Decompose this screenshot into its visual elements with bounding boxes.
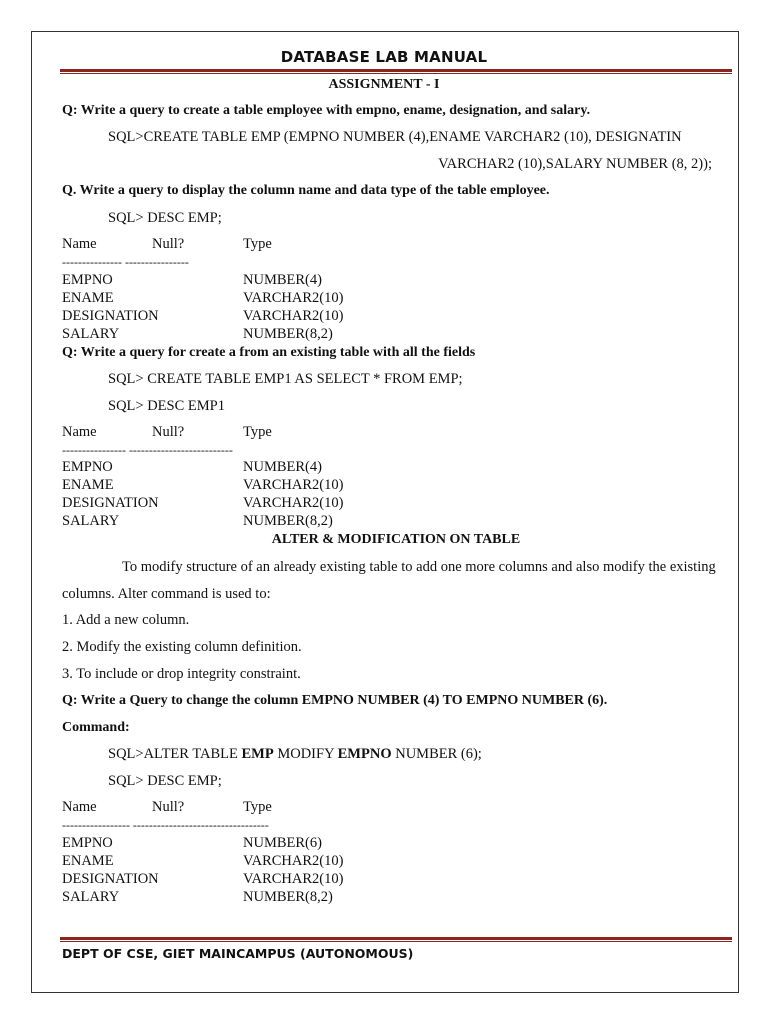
col-header-null: Null? — [152, 799, 185, 815]
table-row-name: EMPNO — [62, 835, 113, 851]
command-label: Command: — [62, 720, 130, 735]
table-divider: ---------------- -------------------------- — [62, 443, 233, 457]
col-header-name: Name — [62, 424, 97, 440]
sql-alter-part: MODIFY — [273, 746, 338, 762]
table-row-type: NUMBER(8,2) — [243, 889, 333, 905]
alter-paragraph-line-1: To modify structure of an already existing table to add one more columns and also modify the existing — [122, 559, 716, 575]
footer-rule — [60, 937, 732, 942]
sql-alter-part: NUMBER (6); — [391, 746, 482, 762]
list-item: 2. Modify the existing column definition. — [62, 639, 302, 655]
sql-create-line-2: VARCHAR2 (10),SALARY NUMBER (8, 2)); — [438, 156, 712, 172]
table-row-type: VARCHAR2(10) — [243, 853, 344, 869]
table-row-name: SALARY — [62, 326, 120, 342]
table-divider: --------------- ---------------- — [62, 255, 189, 269]
sql-alter-column-name: EMPNO — [337, 746, 392, 762]
question-2: Q. Write a query to display the column name and data type of the table employee. — [62, 183, 550, 198]
col-header-type: Type — [243, 236, 272, 252]
table-row-type: NUMBER(8,2) — [243, 326, 333, 342]
alter-paragraph-line-2: columns. Alter command is used to: — [62, 586, 271, 602]
col-header-null: Null? — [152, 424, 185, 440]
sql-alter-table — [108, 746, 482, 763]
table-row-type: VARCHAR2(10) — [243, 308, 344, 324]
table-row-name: SALARY — [62, 513, 120, 529]
table-row-type: VARCHAR2(10) — [243, 477, 344, 493]
table-row-type: NUMBER(6) — [243, 835, 322, 851]
question-3: Q: Write a query for create a from an existing table with all the fields — [62, 345, 476, 360]
assignment-title: ASSIGNMENT - I — [328, 77, 440, 92]
col-header-type: Type — [243, 424, 272, 440]
sql-desc-emp: SQL> DESC EMP; — [108, 210, 222, 226]
table-row-name: ENAME — [62, 477, 114, 493]
table-divider: ----------------- ---------------------------------- — [62, 818, 269, 832]
sql-create-emp1: SQL> CREATE TABLE EMP1 AS SELECT * FROM EMP; — [108, 371, 463, 387]
question-4: Q: Write a Query to change the column EMPNO NUMBER (4) TO EMPNO NUMBER (6). — [62, 693, 608, 708]
sql-alter-table-name: EMP — [241, 746, 274, 762]
sql-desc-emp1: SQL> DESC EMP1 — [108, 398, 225, 414]
table-row-type: NUMBER(4) — [243, 459, 322, 475]
table-row-name: SALARY — [62, 889, 120, 905]
sql-alter-part: SQL>ALTER TABLE — [108, 746, 242, 762]
col-header-name: Name — [62, 799, 97, 815]
table-row-type: VARCHAR2(10) — [243, 871, 344, 887]
table-row-name: DESIGNATION — [62, 495, 159, 511]
table-row-name: DESIGNATION — [62, 308, 159, 324]
page-border — [31, 31, 739, 993]
col-header-null: Null? — [152, 236, 185, 252]
table-row-name: DESIGNATION — [62, 871, 159, 887]
footer-text: DEPT OF CSE, GIET MAINCAMPUS (AUTONOMOUS) — [62, 946, 414, 961]
table-row-type: VARCHAR2(10) — [243, 495, 344, 511]
table-row-type: NUMBER(8,2) — [243, 513, 333, 529]
table-row-name: ENAME — [62, 290, 114, 306]
table-row-name: EMPNO — [62, 272, 113, 288]
page-title: DATABASE LAB MANUAL — [280, 48, 488, 66]
sql-desc-emp: SQL> DESC EMP; — [108, 773, 222, 789]
col-header-type: Type — [243, 799, 272, 815]
sql-create-line-1: SQL>CREATE TABLE EMP (EMPNO NUMBER (4),ENAME VARCHAR2 (10), DESIGNATIN — [108, 129, 682, 145]
col-header-name: Name — [62, 236, 97, 252]
section-heading-alter: ALTER & MODIFICATION ON TABLE — [271, 532, 521, 547]
header-rule — [60, 69, 732, 74]
table-row-type: VARCHAR2(10) — [243, 290, 344, 306]
list-item: 3. To include or drop integrity constraint. — [62, 666, 301, 682]
list-item: 1. Add a new column. — [62, 612, 190, 628]
question-1: Q: Write a query to create a table employee with empno, ename, designation, and salary. — [62, 103, 591, 118]
table-row-name: ENAME — [62, 853, 114, 869]
table-row-type: NUMBER(4) — [243, 272, 322, 288]
table-row-name: EMPNO — [62, 459, 113, 475]
